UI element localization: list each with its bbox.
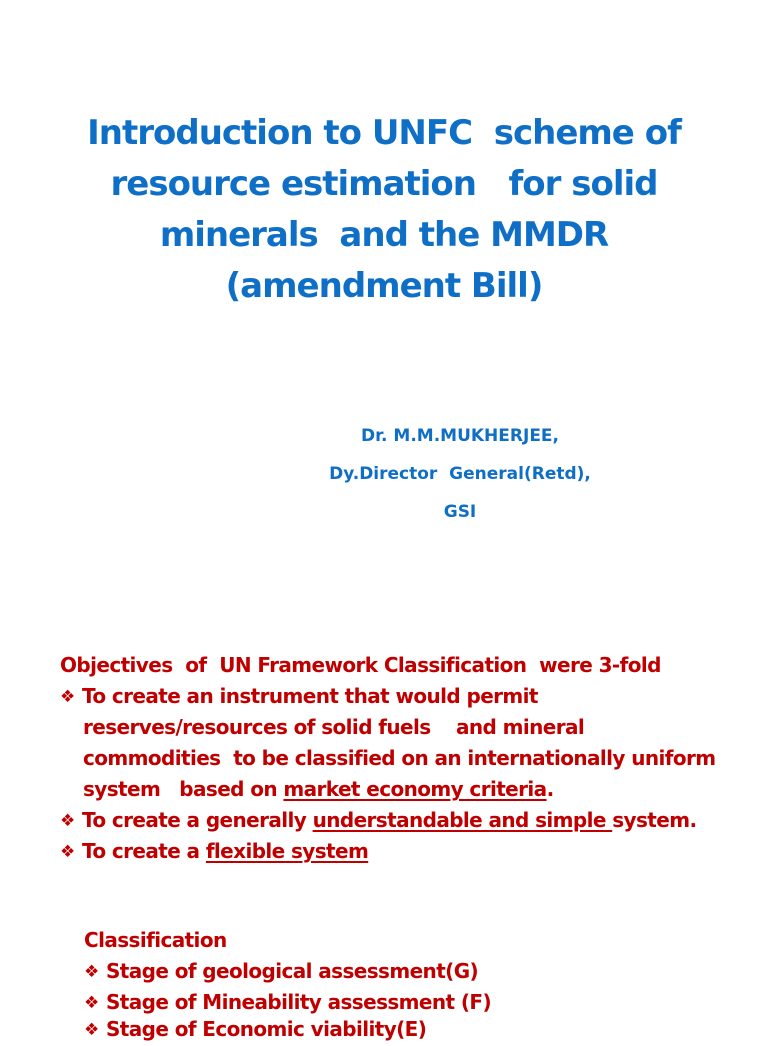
objective-item-1	[60, 681, 760, 712]
classification-item-1	[84, 956, 744, 987]
objective-1-text-line-4	[60, 774, 760, 805]
classification-item-1-text: Stage of geological assessment(G)	[106, 959, 479, 983]
objective-1-text-line-2: reserves/resources of solid fuels and mineral	[83, 715, 585, 739]
understandable-simple-underlined: understandable and simple	[312, 808, 613, 832]
author-position: Dy.Director General(Retd),	[329, 464, 591, 484]
flexible-system-underlined: flexible system	[205, 839, 369, 863]
diamond-bullet-icon: ❖	[60, 687, 75, 707]
objectives-section	[60, 650, 760, 867]
title-line-4: (amendment Bill)	[225, 266, 543, 306]
title-line-1: Introduction to UNFC scheme of	[87, 113, 681, 153]
diamond-bullet-icon: ❖	[84, 993, 99, 1013]
objectives-heading: Objectives of UN Framework Classification were 3-fold	[60, 653, 661, 677]
objective-item-3	[60, 836, 760, 867]
diamond-bullet-icon: ❖	[84, 1020, 99, 1040]
title-line-3: minerals and the MMDR	[159, 215, 609, 255]
diamond-bullet-icon: ❖	[60, 842, 75, 862]
objective-3-prefix: To create a	[82, 839, 206, 863]
author-name: Dr. M.M.MUKHERJEE,	[360, 426, 560, 446]
slide-title	[60, 108, 708, 312]
title-line-2: resource estimation for solid	[110, 164, 658, 204]
classification-item-3-text: Stage of Economic viability(E)	[106, 1017, 427, 1041]
classification-item-2-text: Stage of Mineability assessment (F)	[106, 990, 491, 1014]
objective-item-2	[60, 805, 760, 836]
objective-1-line-4-prefix: system based on	[83, 777, 284, 801]
classification-section	[84, 925, 744, 1018]
objective-1-text-line-1: To create an instrument that would permit	[82, 684, 538, 708]
diamond-bullet-icon: ❖	[84, 962, 99, 982]
objective-1-text-line-3: commodities to be classified on an internationally uniform	[83, 746, 716, 770]
classification-heading: Classification	[84, 928, 227, 952]
objective-1-line-4-suffix: .	[546, 777, 554, 801]
author-organization: GSI	[443, 502, 477, 522]
classification-item-3-cutoff	[84, 1017, 464, 1041]
diamond-bullet-icon: ❖	[60, 811, 75, 831]
author-block	[290, 417, 630, 531]
objective-2-prefix: To create a generally	[82, 808, 313, 832]
market-economy-criteria-underlined: market economy criteria	[283, 777, 547, 801]
objective-2-suffix: system.	[612, 808, 697, 832]
